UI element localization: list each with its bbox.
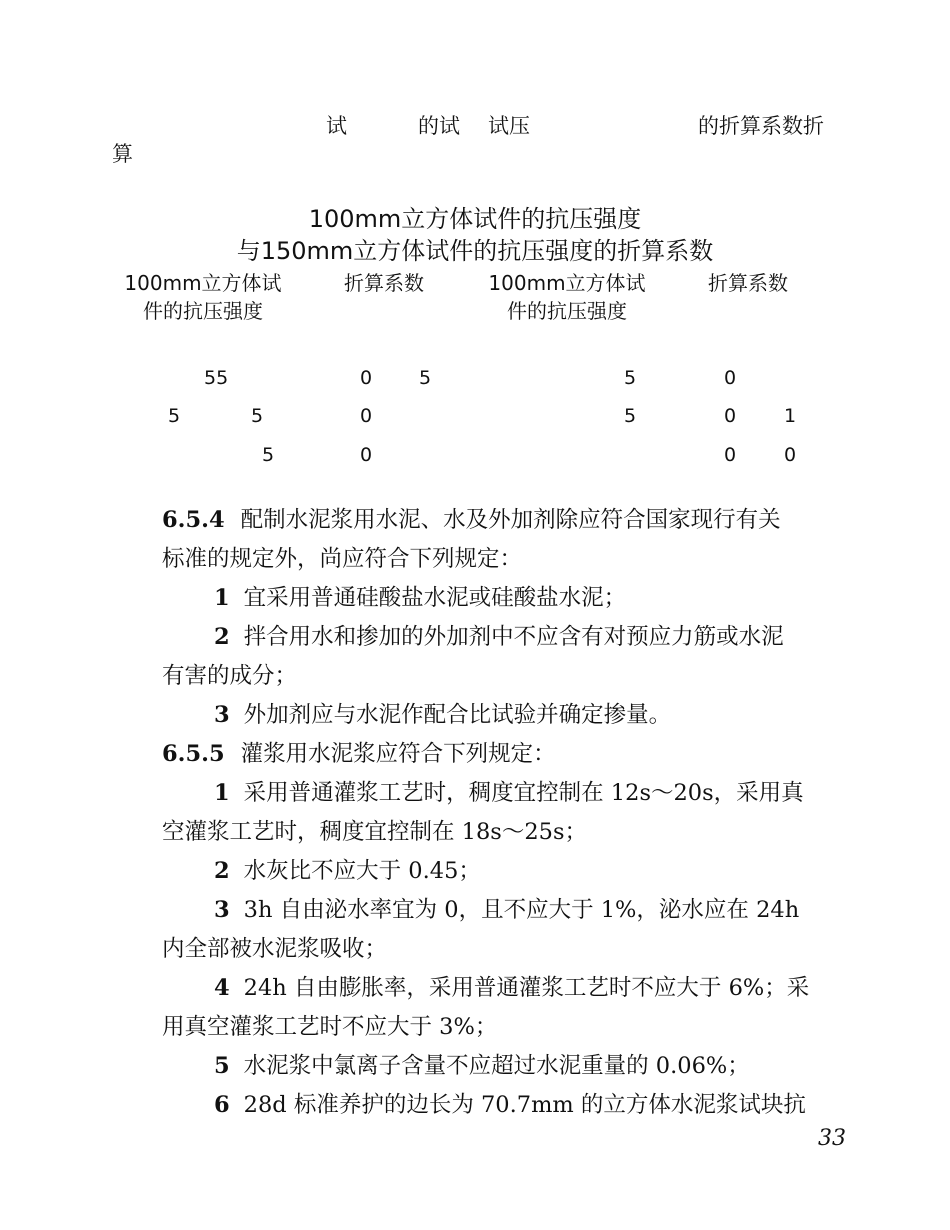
list-item-cont: 空灌浆工艺时，稠度宜控制在 18s～25s； [162,819,588,845]
table-cell: 0 [784,444,797,466]
item-text: 28d 标准养护的边长为 70.7mm 的立方体水泥浆试块抗 [243,1092,806,1118]
item-text: 水泥浆中氯离子含量不应超过水泥重量的 0.06%； [243,1053,750,1079]
table-cell: 0 [724,444,737,466]
item-text: 采用普通灌浆工艺时，稠度宜控制在 12s～20s，采用真 [243,780,804,806]
table-header-factor-1 [324,269,444,297]
header-line: 件的抗压强度 [143,299,263,323]
section-6-5-4-intro-cont: 标准的规定外，尚应符合下列规定： [162,546,523,572]
item-text: 3h 自由泌水率宜为 0，且不应大于 1%，泌水应在 24h [243,897,800,923]
fragment-text-4: 的折算系数折 [698,114,824,138]
table-cell: 5 [624,405,637,427]
table-title-line2: 与150mm立方体试件的抗压强度的折算系数 [236,237,714,265]
table-cell: 0 [724,367,737,389]
header-line: 件的抗压强度 [507,299,627,323]
table-header-factor-2 [688,269,808,297]
table-cell: 5 [419,367,432,389]
header-line: 100mm立方体试 [124,271,282,295]
list-item [162,1047,862,1086]
section-6-5-5-intro [162,735,862,774]
table-cell: 55 [204,367,229,389]
list-item [162,1086,862,1125]
item-text: 拌合用水和掺加的外加剂中不应含有对预应力筋或水泥 [243,624,784,650]
list-item-cont: 有害的成分； [162,663,298,689]
item-number: 1 [214,780,230,806]
section-text: 灌浆用水泥浆应符合下列规定： [240,741,556,767]
table-cell: 1 [784,405,797,427]
header-line: 折算系数 [344,271,424,295]
list-item-cont: 用真空灌浆工艺时不应大于 3%； [162,1014,498,1040]
fragment-text-2: 的试 [418,114,460,138]
item-text: 水灰比不应大于 0.45； [243,858,481,884]
list-item [162,774,862,813]
fragment-text-1: 试 [326,114,347,138]
header-line: 折算系数 [708,271,788,295]
fragment-text-3: 试压 [488,114,530,138]
list-item [162,618,862,657]
table-header-strength-2 [482,269,652,325]
item-number: 3 [214,702,230,728]
table-cell: 5 [262,444,275,466]
table-cell: 5 [624,367,637,389]
table-cell: 0 [360,444,373,466]
table-cell: 5 [168,405,181,427]
section-6-5-4-intro [162,501,862,540]
table-cell: 5 [251,405,264,427]
item-number: 2 [214,624,230,650]
list-item [162,969,862,1008]
list-item-cont: 内全部被水泥浆吸收； [162,936,388,962]
item-number: 2 [214,858,230,884]
table-cell: 0 [360,367,373,389]
item-number: 6 [214,1092,230,1118]
page-number: 33 [818,1126,846,1151]
item-text: 24h 自由膨胀率，采用普通灌浆工艺时不应大于 6%；采 [243,975,810,1001]
section-text: 配制水泥浆用水泥、水及外加剂除应符合国家现行有关 [240,507,781,533]
table-header-strength-1 [118,269,288,325]
table-cell: 0 [724,405,737,427]
list-item [162,579,862,618]
item-number: 5 [214,1053,230,1079]
header-line: 100mm立方体试 [488,271,646,295]
list-item [162,891,862,930]
list-item [162,852,862,891]
item-number: 4 [214,975,230,1001]
item-text: 宜采用普通硅酸盐水泥或硅酸盐水泥； [243,585,627,611]
body-text [162,501,862,1125]
item-number: 3 [214,897,230,923]
section-number: 6.5.4 [162,507,225,533]
table-cell: 0 [360,405,373,427]
fragment-text-5: 算 [112,142,133,166]
item-number: 1 [214,585,230,611]
item-text: 外加剂应与水泥作配合比试验并确定掺量。 [243,702,672,728]
list-item [162,696,862,735]
table-title-line1: 100mm立方体试件的抗压强度 [308,205,642,233]
section-number: 6.5.5 [162,741,225,767]
